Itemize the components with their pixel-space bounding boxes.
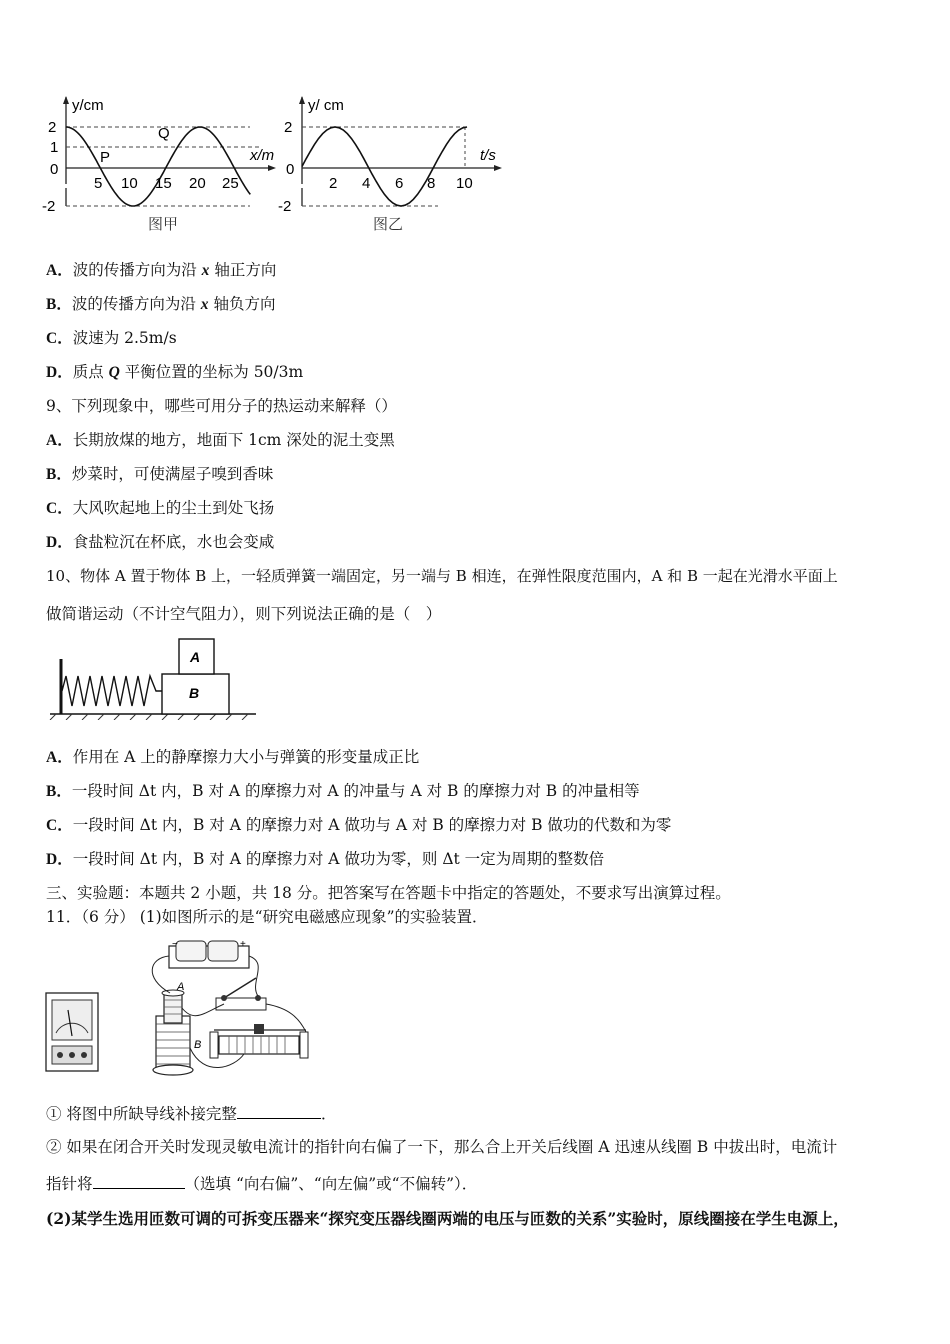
q9-stem: 9、下列现象中，哪些可用分子的热运动来解释（）	[46, 397, 397, 415]
q11-sub2-line2	[46, 1172, 477, 1195]
spring	[62, 676, 162, 706]
rheostat	[210, 1024, 308, 1058]
option-letter: C．	[46, 817, 73, 834]
graph2-xtick: 8	[427, 175, 436, 192]
option-var: Q	[108, 364, 120, 381]
option-letter: A．	[46, 432, 73, 449]
option-text: 轴正方向	[209, 261, 277, 279]
graph1-ylabel: y/cm	[72, 97, 104, 114]
graph-yi	[278, 96, 502, 233]
q11-sub1	[46, 1102, 336, 1125]
graph2-ylabel: y/ cm	[308, 97, 344, 114]
coil-b	[153, 1016, 193, 1075]
option-letter: B．	[46, 783, 72, 800]
q10-option-a	[46, 746, 419, 769]
option-var: x	[200, 296, 209, 313]
graph2-xtick: 6	[395, 175, 404, 192]
switch	[216, 978, 266, 1010]
q9-option-c	[46, 497, 274, 520]
q8-option-b	[46, 293, 275, 316]
graph1-ytick: 1	[50, 139, 59, 156]
graph1-xlabel: x/m	[250, 147, 275, 164]
q10-option-b	[46, 780, 640, 803]
sub2-start: 指针将	[46, 1175, 93, 1193]
option-text: 作用在 A 上的静摩擦力大小与弹簧的形变量成正比	[72, 748, 420, 766]
option-text: 一段时间 Δt 内，B 对 A 的摩擦力对 A 的冲量与 A 对 B 的摩擦力对 B 的冲量相等	[71, 782, 640, 800]
induction-apparatus-figure	[44, 938, 324, 1080]
answer-blank-2[interactable]	[93, 1172, 185, 1189]
q11-sub2-line1: ② 如果在闭合开关时发现灵敏电流计的指针向右偏了一下，那么合上开关后线圈 A 迅速从线圈 B 中拔出时，电流计	[46, 1138, 838, 1156]
option-letter: D．	[46, 364, 73, 381]
graph2-xlabel: t/s	[480, 147, 496, 164]
spring-block-figure	[46, 634, 261, 720]
coil-a	[162, 990, 184, 1023]
point-q-label: Q	[158, 125, 170, 142]
battery-minus: −	[172, 939, 178, 950]
option-text: 长期放煤的地方，地面下 1cm 深处的泥土变黑	[72, 431, 395, 449]
q9-option-d	[46, 531, 274, 554]
option-text: 平衡位置的坐标为 50/3m	[119, 363, 304, 381]
option-letter: D．	[46, 851, 73, 868]
graph1-ytick: 0	[50, 161, 59, 178]
graph1-xtick: 20	[189, 175, 206, 192]
graph1-xtick: 25	[222, 175, 239, 192]
block-a-label: A	[190, 649, 201, 665]
option-letter: D．	[46, 534, 73, 551]
option-letter: B．	[46, 296, 72, 313]
option-letter: A．	[46, 749, 73, 766]
graph1-ytick: -2	[42, 198, 56, 215]
wave-curve-yi	[302, 127, 467, 206]
graph1-caption: 图甲	[148, 216, 179, 233]
coil-b-label: B	[194, 1039, 202, 1051]
graph1-xtick: 5	[94, 175, 103, 192]
option-letter: A．	[46, 262, 73, 279]
answer-blank-1[interactable]	[237, 1102, 321, 1119]
q10-stem-line2: 做简谐运动（不计空气阻力），则下列说法正确的是（ ）	[46, 605, 442, 623]
option-text: 波的传播方向为沿	[72, 261, 202, 279]
q9-option-a	[46, 429, 395, 452]
graph-jia	[42, 96, 276, 233]
section3-heading: 三、实验题：本题共 2 小题，共 18 分。把答案写在答题卡中指定的答题处，不要求写出演算过程。	[46, 884, 731, 902]
option-text: 一段时间 Δt 内，B 对 A 的摩擦力对 A 做功与 A 对 B 的摩擦力对 B 做功的代数和为零	[72, 816, 672, 834]
galvanometer	[46, 993, 98, 1071]
graph2-xtick: 10	[456, 175, 473, 192]
q10-option-d	[46, 848, 604, 871]
graph2-xtick: 4	[362, 175, 371, 192]
graph2-ytick: 2	[284, 119, 293, 136]
graph1-xtick: 10	[121, 175, 138, 192]
graph2-xtick: 2	[329, 175, 338, 192]
q11-stem: 11．（6 分） (1)如图所示的是“研究电磁感应现象”的实验装置．	[46, 908, 488, 926]
option-text: 大风吹起地上的尘土到处飞扬	[72, 499, 275, 517]
graph2-caption: 图乙	[373, 216, 404, 233]
block-b-label: B	[189, 685, 200, 701]
coil-a-label: A	[177, 981, 185, 993]
sub1-text: ① 将图中所缺导线补接完整	[46, 1105, 237, 1123]
point-p-label: P	[100, 149, 111, 166]
option-letter: C．	[46, 500, 73, 517]
option-var: x	[201, 262, 210, 279]
option-text: 炒菜时，可使满屋子嗅到香味	[71, 465, 274, 483]
wave-figure	[40, 92, 520, 242]
q9-option-b	[46, 463, 273, 486]
option-letter: C．	[46, 330, 73, 347]
floor-hatching	[50, 714, 248, 720]
q11-part2: (2)某学生选用匝数可调的可拆变压器来“探究变压器线圈两端的电压与匝数的关系”实验时，原线圈接在学生电源上，	[46, 1209, 849, 1228]
sub1-end: ．	[320, 1105, 337, 1123]
battery	[169, 939, 249, 968]
option-text: 一段时间 Δt 内，B 对 A 的摩擦力对 A 做功为零，则 Δt 一定为周期的整数倍	[72, 850, 605, 868]
q10-option-c	[46, 814, 671, 837]
option-text: 波速为 2.5m/s	[72, 329, 177, 347]
q10-stem-line1: 10、物体 A 置于物体 B 上，一轻质弹簧一端固定，另一端与 B 相连，在弹性限度范围内，A 和 B 一起在光滑水平面上	[46, 567, 838, 585]
graph2-ytick: 0	[286, 161, 295, 178]
graph1-xtick: 15	[155, 175, 172, 192]
sub2-end: （选填 “向右偏”、“向左偏”或“不偏转”）．	[184, 1175, 478, 1193]
q8-option-a	[46, 259, 276, 282]
option-text: 波的传播方向为沿	[71, 295, 201, 313]
battery-plus: +	[240, 939, 246, 950]
option-text: 质点	[72, 363, 109, 381]
option-text: 食盐粒沉在杯底，水也会变咸	[72, 533, 275, 551]
q8-option-c	[46, 327, 177, 350]
graph2-ytick: -2	[278, 198, 292, 215]
graph1-ytick: 2	[48, 119, 57, 136]
option-letter: B．	[46, 466, 72, 483]
option-text: 轴负方向	[208, 295, 276, 313]
q8-option-d	[46, 361, 303, 384]
